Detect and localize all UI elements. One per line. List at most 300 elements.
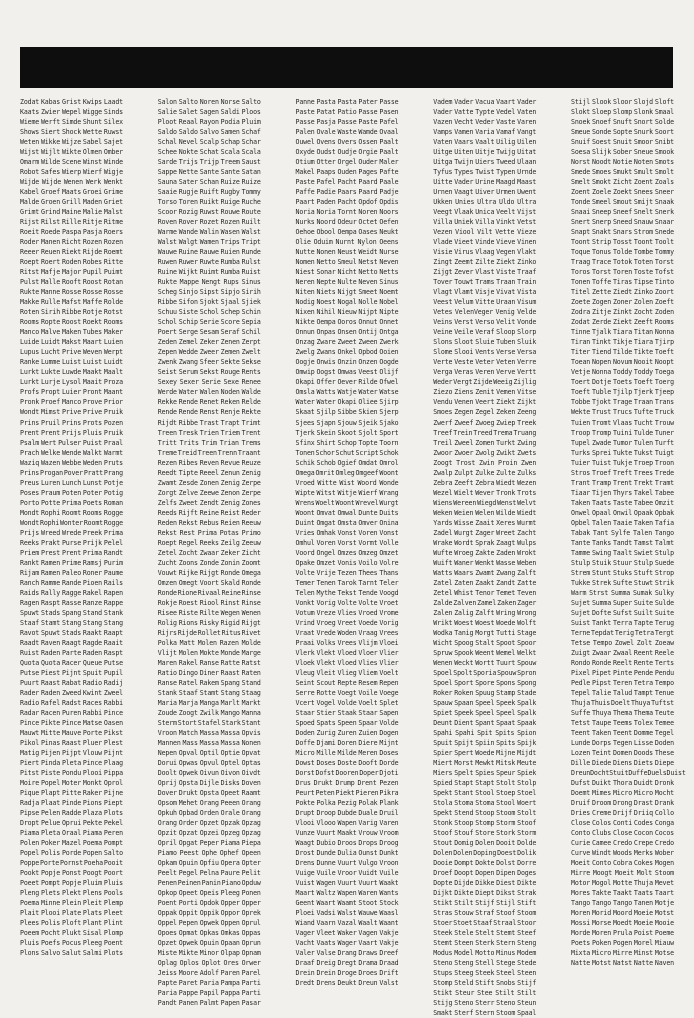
word: Wenkt bbox=[103, 178, 123, 187]
word: Opbad bbox=[178, 809, 198, 818]
word-row bbox=[20, 468, 123, 478]
word: Pasja bbox=[316, 118, 336, 127]
word: Pruil bbox=[40, 418, 61, 427]
word-row bbox=[296, 167, 399, 177]
word: Ritje bbox=[82, 218, 103, 227]
word: Popel bbox=[20, 849, 40, 858]
word-row bbox=[158, 377, 261, 387]
word: Noria bbox=[295, 208, 315, 217]
word: Molt bbox=[636, 869, 653, 878]
word: Urnen bbox=[433, 188, 453, 197]
word: Rolde bbox=[103, 298, 123, 307]
word: Tiras bbox=[612, 278, 633, 287]
word: Proef bbox=[40, 398, 61, 407]
word: Wenen bbox=[63, 178, 83, 187]
word: Onzag bbox=[295, 338, 315, 347]
word: Okapi bbox=[295, 378, 315, 387]
word: Smelt bbox=[571, 178, 591, 187]
word: Zwaal bbox=[612, 648, 633, 657]
word: Noren bbox=[199, 98, 219, 106]
word: Pluis bbox=[82, 428, 103, 437]
word: Poken bbox=[591, 939, 612, 948]
word: Zeewe bbox=[199, 488, 219, 497]
word: Mauwt bbox=[20, 728, 40, 737]
word: Queue bbox=[82, 658, 103, 667]
word-row bbox=[20, 508, 123, 518]
word: Vlamt bbox=[454, 288, 474, 297]
word: Poppe bbox=[20, 859, 40, 868]
word: Dorre bbox=[517, 859, 537, 868]
word: Grill bbox=[61, 198, 82, 207]
word: Pleit bbox=[82, 899, 103, 908]
word-row bbox=[20, 267, 123, 277]
word-row bbox=[296, 818, 399, 828]
word: Verse bbox=[496, 348, 516, 357]
word-row bbox=[20, 598, 123, 608]
word-row bbox=[158, 528, 261, 538]
word: Woelt bbox=[315, 498, 335, 507]
word: Woont bbox=[335, 498, 355, 507]
word: Prins bbox=[20, 418, 40, 427]
word: Maden bbox=[82, 198, 103, 207]
word: Duale bbox=[358, 809, 378, 818]
word: Mogen bbox=[654, 859, 674, 868]
word: Tepel bbox=[571, 688, 591, 697]
word: Piama bbox=[20, 829, 40, 838]
word: Wuift bbox=[433, 558, 453, 567]
word: Paleo bbox=[61, 568, 82, 577]
word: Tuist bbox=[591, 458, 612, 467]
word: Pampa bbox=[220, 979, 240, 988]
word-row bbox=[571, 808, 674, 818]
word: Piama bbox=[220, 839, 240, 848]
word-row bbox=[158, 347, 261, 357]
word: Reist bbox=[220, 508, 240, 517]
word: Jeiss bbox=[157, 969, 177, 978]
word: Zweel bbox=[103, 688, 123, 697]
word-row bbox=[20, 628, 123, 638]
word: Nengt bbox=[201, 278, 221, 287]
word: Rasse bbox=[61, 598, 82, 607]
word: Tjalk bbox=[591, 328, 612, 337]
word: Miste bbox=[157, 949, 177, 958]
word: Pasta bbox=[337, 98, 357, 106]
word: Manne bbox=[40, 288, 61, 297]
word: Steel bbox=[496, 969, 516, 978]
word: Sjeik bbox=[358, 418, 378, 427]
word: Taakt bbox=[612, 889, 633, 898]
word: Uwent bbox=[517, 188, 537, 197]
word: Spelt bbox=[454, 769, 474, 778]
word: Opaan bbox=[220, 939, 240, 948]
word: Oliee bbox=[358, 398, 378, 407]
word-row bbox=[296, 458, 399, 468]
word: Stade bbox=[517, 688, 537, 697]
word: Tjokt bbox=[591, 398, 612, 407]
word: Omzes bbox=[337, 548, 357, 557]
word: Woods bbox=[612, 849, 633, 858]
word: Opoes bbox=[157, 929, 177, 938]
word: Tiaar bbox=[571, 488, 591, 497]
word: Doden bbox=[654, 739, 674, 747]
word: Ratio bbox=[157, 668, 177, 677]
word-row bbox=[571, 828, 674, 838]
word: Propt bbox=[40, 388, 61, 397]
word: Waker bbox=[337, 929, 357, 938]
word: Tonde bbox=[571, 198, 591, 207]
word: Trapt bbox=[220, 418, 240, 427]
word-row bbox=[433, 718, 536, 728]
word: Spore bbox=[475, 678, 495, 687]
word: Ratte bbox=[220, 658, 240, 667]
word: Zoekt bbox=[612, 188, 633, 197]
word-row bbox=[158, 978, 261, 988]
word: Droog bbox=[379, 839, 399, 848]
word-row bbox=[433, 387, 536, 397]
word: Tepdat bbox=[591, 628, 614, 637]
word: Tupel bbox=[571, 438, 591, 447]
word: Vuile bbox=[316, 869, 336, 878]
word: Optas bbox=[241, 759, 261, 768]
word: Mauve bbox=[61, 728, 82, 737]
word: Zwerk bbox=[379, 338, 399, 347]
word: Zebra bbox=[475, 478, 495, 487]
word: Wijde bbox=[20, 178, 40, 187]
word-row bbox=[433, 708, 536, 718]
word: Rozen bbox=[220, 218, 240, 227]
word: Torst bbox=[654, 258, 674, 267]
word: Zoent bbox=[571, 188, 591, 197]
word-row bbox=[20, 147, 123, 157]
word: Orang bbox=[199, 799, 219, 808]
word: Vroom bbox=[379, 829, 399, 838]
word: Temer bbox=[295, 578, 315, 587]
word: Opuin bbox=[178, 859, 198, 868]
word: Typte bbox=[475, 108, 495, 117]
word: Miauw bbox=[654, 939, 674, 948]
word: Schop bbox=[337, 438, 357, 447]
word: Opril bbox=[157, 839, 177, 848]
word: Tromt bbox=[591, 418, 612, 427]
word: Nokte bbox=[178, 148, 198, 157]
word: Zerde bbox=[591, 318, 612, 327]
word: Preek bbox=[82, 528, 103, 537]
word: Nijgt bbox=[337, 288, 357, 297]
word: Moore bbox=[178, 969, 198, 978]
word-row bbox=[158, 538, 261, 548]
word: Ruwst bbox=[103, 128, 123, 137]
word-row bbox=[571, 468, 674, 478]
word-row bbox=[296, 708, 399, 718]
word: Scala bbox=[241, 148, 261, 157]
word: Pieren bbox=[355, 789, 379, 798]
word: Paard bbox=[358, 178, 378, 187]
word-row bbox=[296, 177, 399, 187]
word-row bbox=[20, 397, 123, 407]
word: Poogt bbox=[82, 869, 103, 878]
word: Proza bbox=[103, 378, 123, 387]
word: Vangt bbox=[517, 128, 537, 137]
word: Reder bbox=[241, 508, 261, 517]
word: Serre bbox=[295, 688, 315, 697]
word-row bbox=[433, 538, 536, 548]
word: Milde bbox=[337, 749, 357, 758]
word: Spekt bbox=[433, 789, 453, 798]
word: Zolt bbox=[636, 638, 653, 647]
word: Duint bbox=[295, 518, 315, 527]
word: Zoogt bbox=[433, 458, 453, 467]
word: Renee bbox=[241, 378, 261, 387]
word: Taken bbox=[633, 518, 654, 527]
word: Lunst bbox=[82, 478, 103, 487]
word: Wasse bbox=[496, 558, 516, 567]
word-row bbox=[158, 808, 261, 818]
word: Oogje bbox=[295, 358, 315, 367]
word: Okapi bbox=[337, 398, 357, 407]
word: Spiin bbox=[475, 739, 495, 747]
word: Serie bbox=[201, 378, 221, 387]
word-row bbox=[296, 237, 399, 247]
word: Ranze bbox=[82, 598, 103, 607]
word: Diets bbox=[633, 759, 654, 768]
word: Pince bbox=[20, 718, 40, 727]
word: Tuble bbox=[591, 388, 612, 397]
word: Natte bbox=[633, 959, 654, 968]
word: Passe bbox=[295, 118, 315, 127]
word: Poter bbox=[82, 488, 103, 497]
word: Zaten bbox=[454, 578, 474, 587]
word: Schut bbox=[335, 448, 355, 457]
word-row bbox=[158, 968, 261, 978]
word-row bbox=[296, 397, 399, 407]
word-row bbox=[20, 107, 123, 117]
word-row bbox=[296, 838, 399, 848]
word: Zalig bbox=[454, 608, 474, 617]
word: Traan bbox=[633, 398, 654, 407]
word-row bbox=[571, 428, 674, 438]
word: Water bbox=[295, 398, 315, 407]
word: Vlieg bbox=[337, 668, 357, 677]
word: Vlies bbox=[358, 658, 378, 667]
word: Omega bbox=[295, 468, 315, 477]
word: Rooms bbox=[103, 318, 123, 327]
word: Popen bbox=[82, 849, 103, 858]
word: Maart bbox=[295, 889, 315, 898]
word: Votum bbox=[295, 608, 315, 617]
word: Spies bbox=[475, 769, 495, 778]
word-row bbox=[20, 718, 123, 728]
word: Vroeg bbox=[316, 618, 336, 627]
word: Smult bbox=[633, 168, 654, 177]
word: Volks bbox=[316, 638, 336, 647]
word: Stoom bbox=[654, 869, 674, 878]
word-row bbox=[296, 538, 399, 548]
word: Ounst bbox=[358, 849, 378, 858]
word: Mappe bbox=[179, 278, 199, 287]
word: Raast bbox=[61, 739, 82, 747]
word: Zulpt bbox=[454, 468, 474, 477]
word: Trans bbox=[654, 398, 674, 407]
word-row bbox=[20, 337, 123, 347]
word: Slomp bbox=[612, 108, 633, 117]
word: Sloop bbox=[496, 328, 516, 337]
word-row bbox=[571, 448, 674, 458]
word: Omdat bbox=[358, 458, 378, 467]
word: Morgt bbox=[475, 628, 495, 637]
word-row bbox=[571, 658, 674, 668]
word: Dorui bbox=[157, 759, 177, 768]
word: Omzet bbox=[316, 558, 336, 567]
word: Turft bbox=[654, 438, 674, 447]
word-row bbox=[433, 588, 536, 598]
word: Ronde bbox=[241, 578, 261, 587]
word: Pruts bbox=[103, 458, 123, 467]
word-row bbox=[158, 448, 261, 458]
word: Droge bbox=[337, 969, 357, 978]
word: Wielt bbox=[454, 488, 474, 497]
word: Wierf bbox=[358, 488, 378, 497]
word: Oppak bbox=[157, 909, 177, 918]
word: Credo bbox=[612, 839, 633, 848]
word-row bbox=[20, 538, 123, 548]
word: Suite bbox=[633, 598, 654, 607]
word: Reuen bbox=[40, 248, 61, 257]
word: Smoes bbox=[591, 168, 612, 177]
word: Tandt bbox=[612, 538, 633, 547]
word: Oppel bbox=[157, 919, 177, 928]
word: Onsen bbox=[337, 328, 357, 337]
word: Zoden bbox=[654, 308, 674, 317]
word-row bbox=[571, 778, 674, 788]
word: Ouwel bbox=[295, 138, 315, 147]
word: Ranke bbox=[20, 358, 40, 367]
word: Oogde bbox=[379, 358, 399, 367]
word-row bbox=[296, 828, 399, 838]
word: Zodat bbox=[20, 98, 40, 106]
word: Vaten bbox=[517, 108, 537, 117]
word: Villa bbox=[433, 218, 453, 227]
word: Saldo bbox=[178, 128, 198, 137]
word-row bbox=[571, 377, 674, 387]
word: Summa bbox=[591, 598, 612, 607]
word: Radst bbox=[61, 698, 82, 707]
word: Docht bbox=[590, 769, 610, 778]
word: Schep bbox=[220, 308, 240, 317]
word: Zesde bbox=[178, 478, 198, 487]
word: Regel bbox=[178, 538, 198, 547]
word: Wreed bbox=[40, 528, 61, 537]
word-row bbox=[296, 738, 399, 748]
word: Zonen bbox=[199, 478, 219, 487]
word: Vadem bbox=[433, 98, 453, 106]
word: Conto bbox=[571, 829, 591, 838]
word-row bbox=[158, 988, 261, 998]
word: Pippa bbox=[103, 769, 123, 778]
word: Drump bbox=[335, 779, 355, 788]
word: Spook bbox=[454, 648, 474, 657]
word: Prive bbox=[82, 408, 103, 417]
word: Vinen bbox=[517, 238, 537, 247]
word: Malle bbox=[40, 278, 61, 287]
word: Steno bbox=[454, 999, 474, 1008]
word: Stoer bbox=[433, 919, 453, 928]
word: Wapen bbox=[337, 819, 357, 828]
word: Smede bbox=[571, 168, 591, 177]
word: Vette bbox=[495, 228, 515, 237]
word: Woede bbox=[475, 749, 495, 758]
word: Pondu bbox=[61, 769, 82, 778]
word: Dooren bbox=[335, 769, 359, 778]
word: Opsom bbox=[157, 799, 177, 808]
word: Vroed bbox=[295, 478, 315, 487]
word: Domen bbox=[612, 749, 633, 758]
word: Orang bbox=[157, 819, 177, 828]
word-row bbox=[433, 688, 536, 698]
word-row bbox=[571, 718, 674, 728]
word: Ponst bbox=[61, 869, 82, 878]
word: Raait bbox=[103, 638, 123, 647]
word: Vitte bbox=[475, 298, 495, 307]
word: Swiet bbox=[633, 548, 654, 557]
word: Wikke bbox=[40, 138, 61, 147]
word: Snaai bbox=[571, 208, 591, 217]
word: Spoel bbox=[433, 678, 453, 687]
word: Stoom bbox=[496, 1009, 516, 1018]
word: Dreig bbox=[316, 959, 336, 968]
word: Opake bbox=[295, 558, 315, 567]
word: Sloep bbox=[591, 108, 612, 117]
word: Vazal bbox=[337, 919, 357, 928]
word: Strak bbox=[517, 889, 537, 898]
word-row bbox=[296, 978, 399, 988]
word: Proin bbox=[498, 458, 518, 467]
word: Zweet bbox=[337, 338, 357, 347]
word: Omwal bbox=[337, 508, 357, 517]
word-row bbox=[158, 387, 261, 397]
word-row bbox=[433, 257, 536, 267]
word: Mocht bbox=[654, 789, 674, 798]
word: Veert bbox=[475, 398, 495, 407]
word: Wrong bbox=[517, 608, 537, 617]
word: Opzet bbox=[199, 819, 219, 828]
word: Doopt bbox=[454, 869, 474, 878]
word: Veren bbox=[475, 368, 495, 377]
word: Pluim bbox=[82, 879, 103, 888]
word: Venig bbox=[495, 308, 515, 317]
word: Prent bbox=[61, 548, 82, 557]
word: Paspa bbox=[61, 228, 82, 237]
word: Reeks bbox=[199, 538, 219, 547]
word: Poert bbox=[157, 328, 177, 337]
word: Plank bbox=[379, 799, 399, 808]
word: Ploos bbox=[241, 108, 261, 117]
word-row bbox=[158, 558, 261, 568]
word: Raadt bbox=[20, 638, 40, 647]
word-row bbox=[571, 407, 674, 417]
word: Diede bbox=[591, 759, 612, 768]
word: Ribes bbox=[178, 458, 198, 467]
word: Ulaan bbox=[517, 158, 537, 167]
word: Snoef bbox=[591, 118, 612, 127]
word: Zenig bbox=[241, 468, 261, 477]
word: Maant bbox=[103, 388, 123, 397]
word: Tover bbox=[433, 278, 453, 287]
word: Spaak bbox=[517, 718, 537, 727]
word-row bbox=[158, 608, 261, 618]
word: Orgie bbox=[358, 148, 378, 157]
word: Dowst bbox=[295, 759, 315, 768]
word: Zerpt bbox=[241, 338, 261, 347]
